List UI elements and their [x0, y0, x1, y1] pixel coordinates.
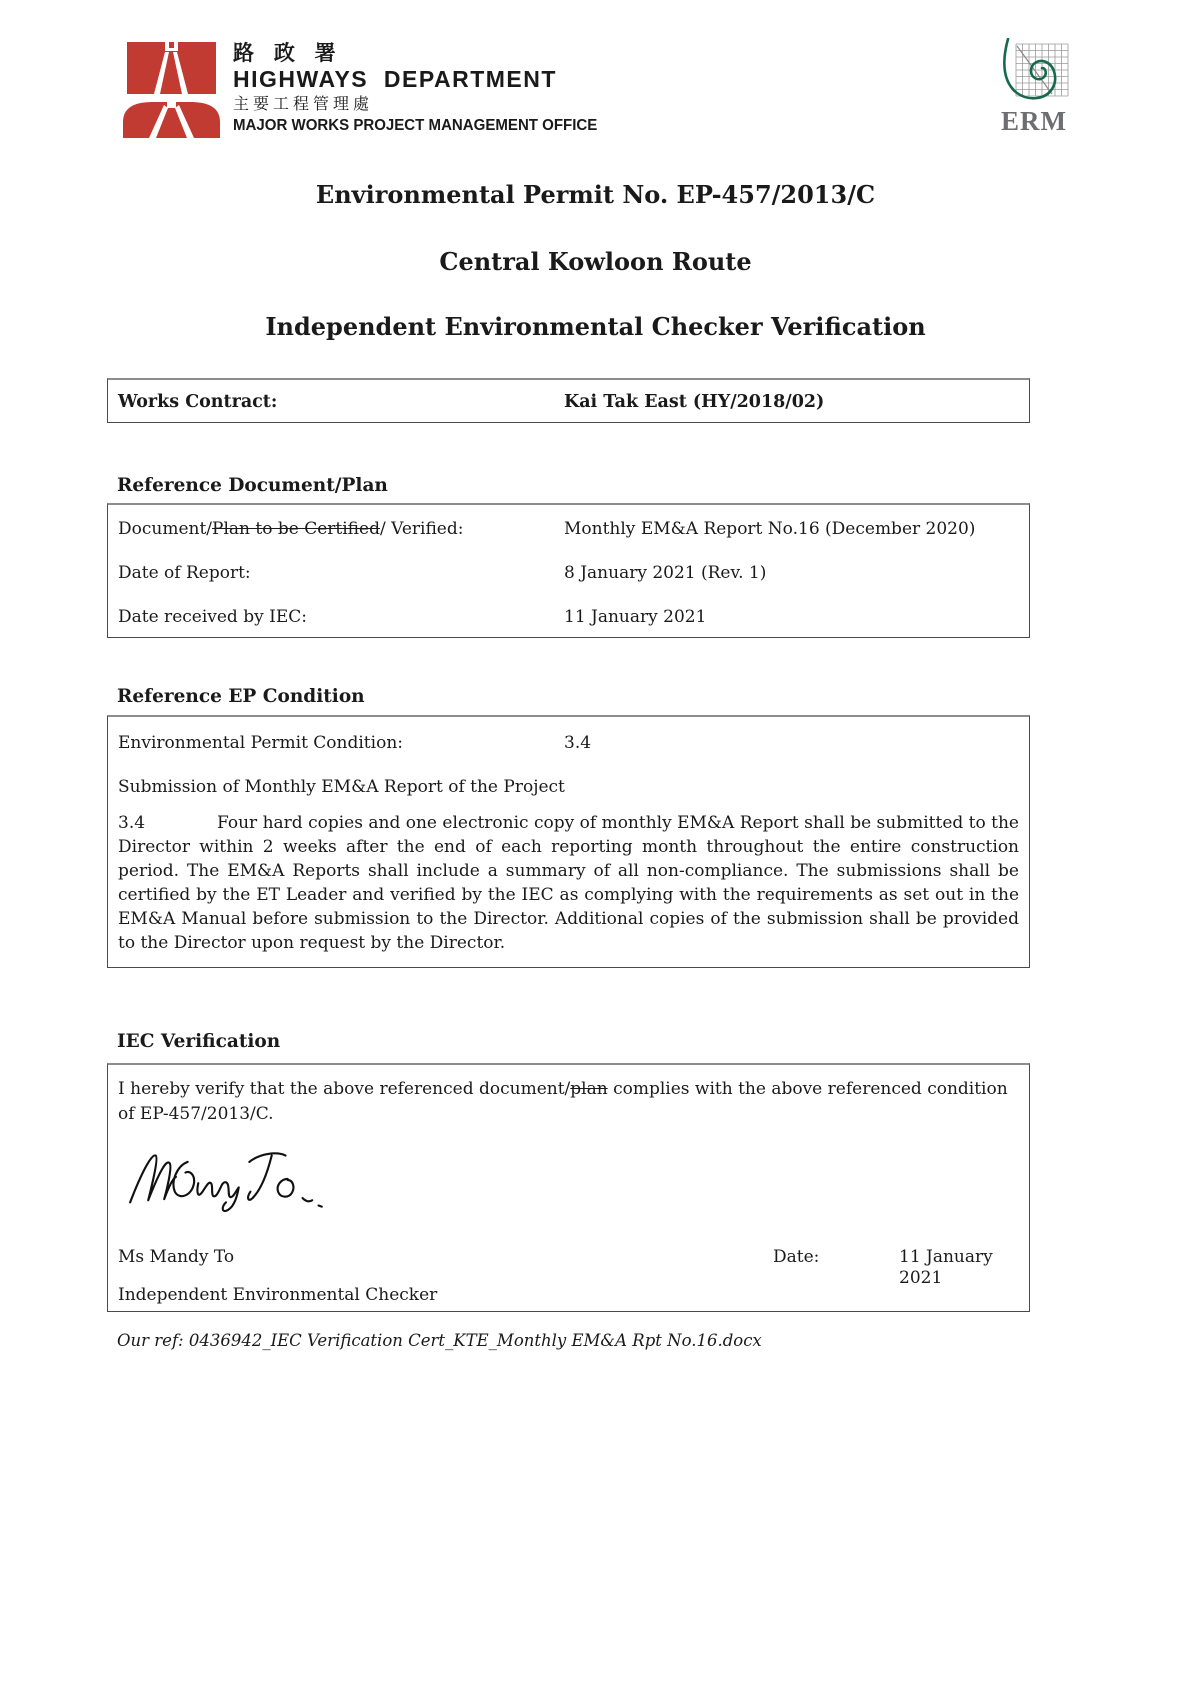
ep-condition-clause	[108, 811, 1029, 955]
label-struck-text: Plan to be Certified	[212, 519, 380, 539]
ep-condition-subheading: Submission of Monthly EM&A Report of the Project	[118, 777, 565, 797]
works-contract-row	[108, 392, 1029, 413]
ep-condition-table	[107, 715, 1030, 968]
statement-prefix: I hereby verify that the above referenced document/	[118, 1079, 571, 1099]
date-label: Date:	[773, 1247, 820, 1267]
ep-condition-label: Environmental Permit Condition:	[118, 733, 403, 753]
label-suffix: / Verified:	[379, 519, 464, 539]
date-value: 11 January 2021	[899, 1247, 993, 1288]
erm-wordmark: ERM	[1001, 106, 1067, 136]
label-prefix: Document/	[118, 519, 213, 539]
clause-text: Four hard copies and one electronic copy of monthly EM&A Report shall be submitted to the Director within 2 weeks after the end of each reporting month throughout the entire construction period. The EM&A Reports shall include a summary of all non-compliance. The submissions shall be certified by the ET Leader and verified by the IEC as complying with the requirements as set out in the EM&A Manual before submission to the Director. Additional copies of the submission shall be provided to the Director upon request by the Director.	[118, 813, 1019, 953]
date-of-report-label: Date of Report:	[118, 563, 251, 583]
signatory-row	[118, 1247, 1019, 1289]
date-received-label: Date received by IEC:	[118, 607, 307, 627]
document-verified-value: Monthly EM&A Report No.16 (December 2020)	[564, 519, 976, 539]
department-name-english: HIGHWAYS DEPARTMENT	[233, 66, 557, 92]
title-permit-number: Environmental Permit No. EP-457/2013/C	[315, 180, 876, 209]
statement-struck-text: plan	[570, 1079, 608, 1099]
document-verified-label	[118, 519, 564, 540]
erm-logo-icon	[996, 38, 1072, 102]
title-document-type: Independent Environmental Checker Verification	[265, 312, 926, 341]
department-text-block	[233, 42, 621, 134]
title-project-name: Central Kowloon Route	[439, 247, 752, 276]
signatory-name: Ms Mandy To	[118, 1247, 235, 1267]
department-name-chinese: 路 政 署	[233, 42, 343, 65]
iec-statement	[118, 1077, 1021, 1127]
office-name-chinese: 主要工程管理處	[233, 96, 374, 113]
clause-number: 3.4	[118, 813, 146, 833]
signatory-title: Independent Environmental Checker	[118, 1285, 438, 1305]
reference-ep-condition-heading: Reference EP Condition	[117, 686, 365, 707]
document-verified-row	[108, 519, 1029, 540]
highways-department-logo-icon	[123, 42, 220, 138]
reference-document-table	[107, 503, 1030, 638]
ep-condition-row	[108, 733, 1029, 754]
iec-verification-box	[107, 1063, 1030, 1312]
works-contract-table	[107, 378, 1030, 423]
works-contract-value: Kai Tak East (HY/2018/02)	[564, 392, 825, 412]
date-of-report-row	[108, 563, 1029, 584]
signature	[124, 1147, 330, 1213]
works-contract-label: Works Contract:	[118, 392, 278, 412]
header-left	[123, 42, 621, 138]
erm-logo-block	[996, 38, 1072, 137]
date-received-value: 11 January 2021	[564, 607, 707, 627]
ep-condition-value: 3.4	[564, 733, 592, 753]
office-name-english: MAJOR WORKS PROJECT MANAGEMENT OFFICE	[233, 117, 598, 134]
reference-document-heading: Reference Document/Plan	[117, 475, 388, 496]
iec-verification-heading: IEC Verification	[117, 1031, 281, 1052]
statement-suffix: complies with the above referenced condition of EP-457/2013/C.	[118, 1079, 1008, 1124]
date-received-row	[108, 607, 1029, 628]
date-of-report-value: 8 January 2021 (Rev. 1)	[564, 563, 767, 583]
our-ref-line: Our ref: 0436942_IEC Verification Cert_KTE_Monthly EM&A Rpt No.16.docx	[117, 1331, 762, 1350]
